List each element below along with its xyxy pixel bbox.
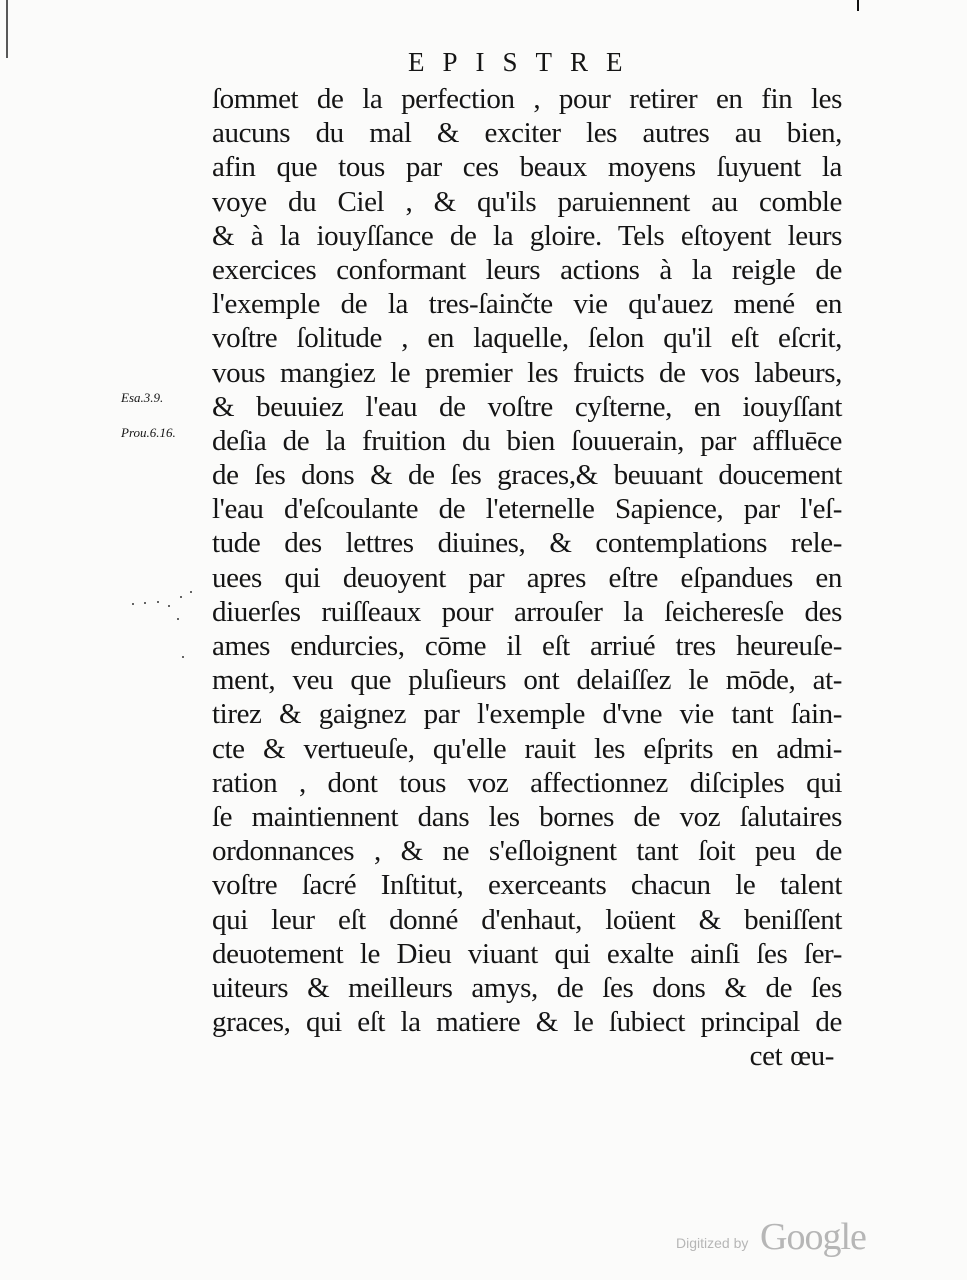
text-line: deſia de la fruition du bien ſouuerain, par affluēce (212, 424, 842, 457)
text-line: voſtre ſolitude , en laquelle, ſelon qu'il eſt eſcrit, (212, 322, 842, 355)
text-line: l'exemple de la tres-ſainčte vie qu'auez mené en (212, 288, 842, 321)
catchword: cet œu- (749, 1040, 834, 1073)
text-line: tude des lettres diuines, & contemplations rele- (212, 527, 842, 560)
digitized-by-google-watermark (676, 1215, 886, 1265)
text-line: & à la iouyſſance de la gloire. Tels eſtoyent leurs (212, 219, 842, 252)
text-line: vous mangiez le premier les fruicts de vos labeurs, (212, 356, 842, 389)
text-line: graces, qui eſt la matiere & le ſubiect principal de (212, 1006, 842, 1039)
text-line: de ſes dons & de ſes graces,& beuuant doucement (212, 459, 842, 492)
text-line: aucuns du mal & exciter les autres au bien, (212, 117, 842, 150)
text-line: ames endurcies, cōme il eſt arriué tres heureuſe- (212, 630, 842, 662)
top-edge-mark (857, 0, 859, 11)
digitized-by-label: Digitized by (676, 1235, 749, 1251)
text-line: cte & vertueuſe, qu'elle rauit les eſprits en admi- (212, 732, 842, 765)
text-line: uiteurs & meilleurs amys, de ſes dons & de ſes (212, 971, 842, 1004)
text-line: afin que tous par ces beaux moyens ſuyuent la (212, 151, 842, 184)
text-line: diuerſes ruiſſeaux pour arrouſer la ſeicheresſe des (212, 595, 842, 628)
running-head: EPISTRE (408, 47, 641, 77)
text-line: voſtre ſacré Inſtitut, exerceants chacun le talent (212, 869, 842, 902)
text-line: deuotement le Dieu viuant qui exalte ainſi ſes ſer- (212, 937, 842, 970)
text-line: uees qui deuoyent par apres eſtre eſpandues en (212, 561, 842, 594)
text-line: ſommet de la perfection , pour retirer en fin les (212, 83, 842, 115)
text-line: voye du Ciel , & qu'ils paruiennent au comble (212, 185, 842, 218)
page-edge-mark (6, 0, 8, 58)
text-line: tirez & gaignez par l'exemple d'vne vie tant ſain- (212, 698, 842, 731)
text-line: ordonnances , & ne s'eſloignent tant ſoit peu de (212, 835, 842, 868)
google-wordmark: Google (760, 1216, 866, 1258)
text-line: ſe maintiennent dans les bornes de voz ſalutaires (212, 800, 842, 833)
margin-note-esa: Esa.3.9. (121, 390, 164, 405)
margin-note-prou: Prou.6.16. (121, 425, 176, 440)
text-line: ment, veu que pluſieurs ont delaiſſez le mōde, at- (212, 664, 842, 697)
text-line: exercices conformant leurs actions à la reigle de (212, 253, 842, 286)
body-text (212, 82, 842, 1073)
text-line: & beuuiez l'eau de voſtre cyſterne, en iouyſſant (212, 390, 842, 423)
text-line: qui leur eſt donné d'enhaut, loüent & beniſſent (212, 903, 842, 936)
stray-ink-marks (132, 591, 196, 666)
text-line: l'eau d'eſcoulante de l'eternelle Sapience, par l'eſ- (212, 493, 842, 526)
text-line: ration , dont tous voz affectionnez diſciples qui (212, 766, 842, 799)
